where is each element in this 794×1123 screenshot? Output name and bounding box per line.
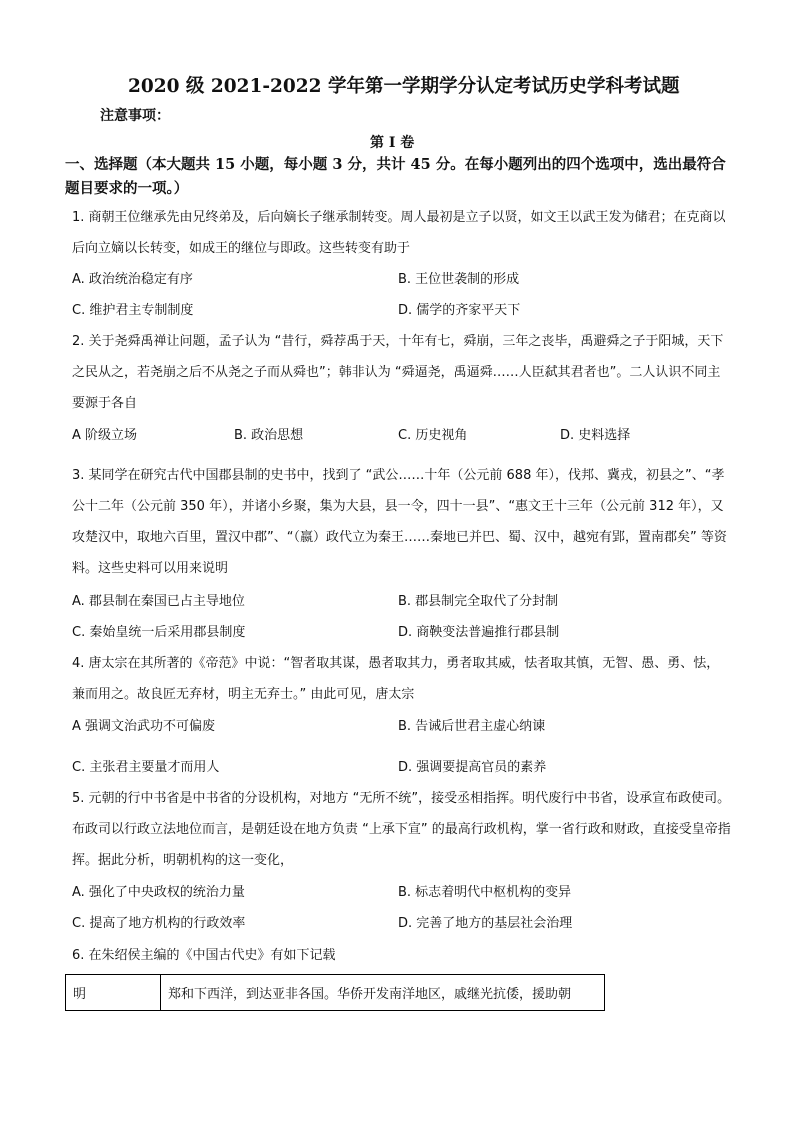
section-heading: 一、选择题（本大题共 15 小题，每小题 3 分，共计 45 分。在每小题列出的四个选项中，选出最符合题目要求的一项。） [65,156,726,197]
question-3-option-c: C. 秦始皇统一后采用郡县制度 [72,625,246,640]
question-5-options-row-1 [72,877,732,908]
question-2-option-a: A 阶级立场 [72,428,138,443]
question-3-options-row-1 [72,586,732,617]
question-5-options-row-2 [72,908,732,939]
question-1-stem: 1. 商朝王位继承先由兄终弟及，后向嫡长子继承制转变。周人最初是立子以贤，如文王以武王发为储君；在克商以后向立嫡以长转变，如成王的继位与即政。这些转变有助于 [72,210,726,256]
question-2-option-d: D. 史料选择 [560,428,631,443]
question-2-option-b: B. 政治思想 [234,428,304,443]
question-3-option-b: B. 郡县制完全取代了分封制 [398,594,559,609]
table-cell-content: 郑和下西洋，到达亚非各国。华侨开发南洋地区，戚继光抗倭，援助朝 [161,975,605,1011]
question-5-option-d: D. 完善了地方的基层社会治理 [398,916,573,931]
question-4-option-a: A 强调文治武功不可偏废 [72,719,216,734]
question-4-options-row-1 [72,711,732,742]
question-5-stem: 5. 元朝的行中书省是中书省的分设机构，对地方 “无所不统”，接受丞相指挥。明代废行中书省，设承宣布政使司。布政司以行政立法地位而言，是朝廷设在地方负责 “上承下宣” 的最高行政机构，掌一省行政和财政，直接受皇帝指挥。据此分析，明朝机构的这一变化， [72,791,731,868]
notice-heading: 注意事项： [100,108,170,124]
question-3-option-d: D. 商鞅变法普遍推行郡县制 [398,625,560,640]
table-cell-era: 明 [66,975,161,1011]
question-2-options-row [72,420,732,451]
question-1-option-d: D. 儒学的齐家平天下 [398,303,521,318]
table-row [66,975,605,1011]
question-1-options-row-2 [72,295,732,326]
question-1-option-c: C. 维护君主专制制度 [72,303,194,318]
volume-heading: 第 I 卷 [370,135,415,151]
question-5-option-c: C. 提高了地方机构的行政效率 [72,916,246,931]
question-4-option-d: D. 强调要提高官员的素养 [398,760,547,775]
question-4-option-c: C. 主张君主要量才而用人 [72,760,220,775]
exam-title: 2020 级 2021-2022 学年第一学期学分认定考试历史学科考试题 [128,76,680,97]
question-3-stem: 3. 某同学在研究古代中国郡县制的史书中，找到了 “武公……十年（公元前 688 年），伐邦、冀戎，初县之”、“孝公十二年（公元前 350 年），并诸小乡聚，集为大县，县一令，四十一县”、“惠文王十三年（公元前 312 年），又攻楚汉中，取地六百里，置汉中郡”、“（嬴）政代立为秦王……秦地已并巴、蜀、汉中，越宛有郢，置南郡矣” 等资料。这些史料可以用来说明 [72,468,727,576]
question-6-stem: 6. 在朱绍侯主编的《中国古代史》有如下记载 [72,948,336,963]
question-3-options-row-2 [72,617,732,648]
history-table [65,974,605,1011]
question-2-stem: 2. 关于尧舜禹禅让问题，孟子认为 “昔行，舜荐禹于天，十年有七，舜崩，三年之丧毕，禹避舜之子于阳城，天下之民从之，若尧崩之后不从尧之子而从舜也”；韩非认为 “舜逼尧，禹逼舜……人臣弑其君者也”。二人认识不同主要源于各自 [72,334,724,411]
question-5-option-b: B. 标志着明代中枢机构的变异 [398,885,572,900]
question-4-option-b: B. 告诫后世君主虚心纳谏 [398,719,546,734]
question-1-option-a: A. 政治统治稳定有序 [72,272,193,287]
question-5-option-a: A. 强化了中央政权的统治力量 [72,885,245,900]
question-4-options-row-2 [72,752,732,783]
question-1-option-b: B. 王位世袭制的形成 [398,272,520,287]
question-3-option-a: A. 郡县制在秦国已占主导地位 [72,594,245,609]
question-2-option-c: C. 历史视角 [398,428,468,443]
question-1-options-row-1 [72,264,732,295]
question-4-stem: 4. 唐太宗在其所著的《帝范》中说：“智者取其谋，愚者取其力，勇者取其威，怯者取其慎，无智、愚、勇、怯，兼而用之。故良匠无弃材，明主无弃士。” 由此可见，唐太宗 [72,656,720,702]
